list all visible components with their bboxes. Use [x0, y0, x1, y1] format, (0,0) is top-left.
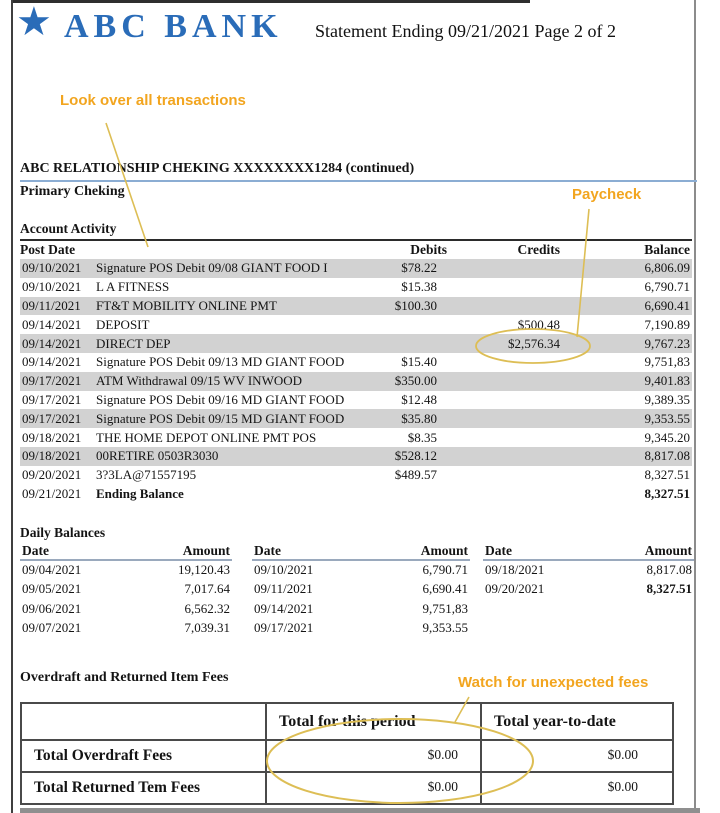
cell-amount: 7,039.31	[184, 620, 230, 636]
cell-date: 09/17/2021	[254, 620, 314, 636]
cell-amount: 7,017.64	[184, 581, 230, 597]
cell-post-date: 09/18/2021	[22, 429, 82, 445]
cell-balance: 8,327.51	[644, 467, 691, 483]
column-amount: Amount	[362, 542, 470, 560]
cell-debit: $78.22	[401, 260, 438, 276]
cell-date: 09/06/2021	[22, 600, 82, 616]
cell-debit: $100.30	[394, 297, 438, 313]
cell-post-date: 09/14/2021	[22, 335, 82, 351]
star-icon: ★	[16, 0, 52, 44]
list-item	[483, 560, 694, 580]
cell-date: 09/20/2021	[485, 581, 545, 597]
cell-description: ATM Withdrawal 09/15 WV INWOOD	[96, 373, 303, 389]
table-row	[20, 334, 692, 353]
table-row	[20, 259, 692, 278]
table-row	[20, 297, 692, 316]
cell-date: 09/14/2021	[254, 600, 314, 616]
account-heading-rule	[20, 180, 697, 182]
column-date: Date	[252, 542, 362, 560]
cell-balance: 6,690.41	[644, 297, 691, 313]
activity-header-row	[20, 240, 692, 259]
cell-description: Signature POS Debit 09/13 MD GIANT FOOD	[96, 354, 345, 370]
daily-balance-group	[483, 542, 694, 599]
cell-balance: 9,353.55	[644, 410, 691, 426]
column-date: Date	[483, 542, 593, 560]
cell-amount: 9,353.55	[422, 620, 468, 636]
cell-amount: 6,562.32	[184, 600, 230, 616]
fees-rows	[21, 740, 673, 804]
column-amount: Amount	[593, 542, 694, 560]
cell-post-date: 09/17/2021	[22, 391, 82, 407]
column-date: Date	[20, 542, 130, 560]
cell-balance: 7,190.89	[644, 316, 691, 332]
cell-description: 3?3LA@71557195	[96, 467, 197, 483]
column-total-ytd: Total year-to-date	[481, 703, 673, 740]
cell-debit: $489.57	[394, 467, 438, 483]
cell-post-date: 09/14/2021	[22, 316, 82, 332]
cell-debit: $8.35	[407, 429, 438, 445]
list-item	[20, 580, 232, 600]
cell-post-date: 09/20/2021	[22, 467, 82, 483]
cell-balance: 9,389.35	[644, 391, 691, 407]
annotation-fees-note: Watch for unexpected fees	[458, 674, 649, 691]
table-row	[20, 409, 692, 428]
cell-description: Signature POS Debit 09/16 MD GIANT FOOD	[96, 391, 345, 407]
cell-post-date: 09/21/2021	[22, 485, 82, 501]
cell-credit	[447, 466, 560, 485]
cell-credit	[447, 447, 560, 466]
cell-balance: 9,751,83	[644, 354, 691, 370]
cell-credit	[447, 353, 560, 372]
cell-post-date: 09/18/2021	[22, 448, 82, 464]
db-rows	[20, 560, 232, 638]
cell-debit: $12.48	[401, 391, 438, 407]
cell-date: 09/11/2021	[254, 581, 313, 597]
column-total-period: Total for this period	[266, 703, 481, 740]
cell-credit	[447, 259, 560, 278]
cell-date: 09/04/2021	[22, 562, 82, 578]
daily-balance-group	[252, 542, 470, 638]
cell-date: 09/10/2021	[254, 562, 314, 578]
cell-date: 09/07/2021	[22, 620, 82, 636]
cell-description: Signature POS Debit 09/08 GIANT FOOD I	[96, 260, 328, 276]
annotation-transactions-note: Look over all transactions	[60, 92, 246, 109]
cell-amount: 9,751,83	[422, 600, 468, 616]
cell-post-date: 09/11/2021	[22, 297, 81, 313]
cell-amount: 8,327.51	[646, 581, 692, 597]
daily-balance-group	[20, 542, 232, 638]
cell-balance: 9,401.83	[644, 373, 691, 389]
list-item	[20, 560, 232, 580]
page-border-bottom	[20, 808, 700, 813]
cell-fee-label: Total Returned Tem Fees	[21, 772, 266, 804]
table-row	[20, 466, 692, 485]
cell-debit: $528.12	[394, 448, 438, 464]
cell-post-date: 09/14/2021	[22, 354, 82, 370]
table-row	[20, 372, 692, 391]
fees-header-row	[21, 703, 673, 740]
list-item	[252, 599, 470, 619]
cell-description: DIRECT DEP	[96, 335, 171, 351]
table-row	[20, 447, 692, 466]
table-row	[20, 278, 692, 297]
table-row	[21, 740, 673, 772]
account-activity-title: Account Activity	[20, 221, 117, 236]
cell-amount: 19,120.43	[178, 562, 230, 578]
cell-balance: 6,790.71	[644, 279, 691, 295]
cell-fee-label: Total Overdraft Fees	[21, 740, 266, 772]
cell-credit	[447, 297, 560, 316]
cell-balance: 8,327.51	[644, 485, 691, 501]
cell-debit	[357, 485, 447, 504]
cell-description: DEPOSIT	[96, 316, 150, 332]
bank-name: ABC BANK	[64, 8, 283, 45]
fees-corner-cell	[21, 703, 266, 740]
cell-debit: $350.00	[394, 373, 438, 389]
list-item	[20, 599, 232, 619]
cell-balance: 8,817.08	[644, 448, 691, 464]
table-row	[21, 772, 673, 804]
table-row	[20, 391, 692, 410]
column-post-date: Post Date	[20, 242, 76, 257]
list-item	[252, 580, 470, 600]
column-balance: Balance	[644, 242, 691, 257]
cell-post-date: 09/17/2021	[22, 373, 82, 389]
list-item	[483, 580, 694, 600]
cell-balance: 9,767.23	[644, 335, 691, 351]
cell-credit	[447, 409, 560, 428]
cell-amount: 6,790.71	[422, 562, 468, 578]
cell-credit	[447, 372, 560, 391]
page-border-right	[694, 0, 696, 813]
cell-date: 09/05/2021	[22, 581, 82, 597]
account-activity-table	[20, 239, 692, 503]
cell-fee-period: $0.00	[266, 740, 481, 772]
cell-credit	[447, 428, 560, 447]
cell-description: THE HOME DEPOT ONLINE PMT POS	[96, 429, 317, 445]
statement-ending-line: Statement Ending 09/21/2021 Page 2 of 2	[315, 21, 616, 41]
cell-balance: 9,345.20	[644, 429, 691, 445]
annotation-paycheck-note: Paycheck	[572, 186, 642, 203]
cell-fee-ytd: $0.00	[481, 772, 673, 804]
cell-credit	[447, 391, 560, 410]
cell-credit: $2,576.34	[508, 335, 561, 351]
cell-fee-period: $0.00	[266, 772, 481, 804]
page-border-top	[13, 0, 530, 3]
table-row	[20, 485, 692, 504]
list-item	[20, 619, 232, 639]
column-credits: Credits	[517, 242, 561, 257]
page-border-left	[11, 0, 13, 813]
table-row	[20, 353, 692, 372]
cell-description: FT&T MOBILITY ONLINE PMT	[96, 297, 277, 313]
db-rows	[252, 560, 470, 638]
fees-table	[20, 702, 674, 805]
db-rows	[483, 560, 694, 599]
list-item	[252, 560, 470, 580]
cell-debit: $35.80	[401, 410, 438, 426]
cell-debit	[357, 315, 447, 334]
cell-debit: $15.40	[401, 354, 438, 370]
cell-description: 00RETIRE 0503R3030	[96, 448, 219, 464]
cell-amount: 8,817.08	[646, 562, 692, 578]
fees-section-title: Overdraft and Returned Item Fees	[20, 670, 229, 685]
list-item	[252, 619, 470, 639]
cell-balance: 6,806.09	[644, 260, 691, 276]
cell-post-date: 09/17/2021	[22, 410, 82, 426]
cell-credit: $500.48	[517, 316, 561, 332]
account-heading: ABC RELATIONSHIP CHEKING XXXXXXXX1284 (continued)	[20, 161, 415, 176]
account-subheading: Primary Cheking	[20, 184, 125, 199]
cell-debit	[357, 334, 447, 353]
cell-post-date: 09/10/2021	[22, 260, 82, 276]
cell-fee-ytd: $0.00	[481, 740, 673, 772]
cell-description: Signature POS Debit 09/15 MD GIANT FOOD	[96, 410, 345, 426]
daily-balances-title: Daily Balances	[20, 525, 106, 540]
column-amount: Amount	[130, 542, 232, 560]
table-row	[20, 428, 692, 447]
activity-rows	[20, 259, 692, 503]
cell-debit: $15.38	[401, 279, 438, 295]
cell-description: L A FITNESS	[96, 279, 170, 295]
cell-description: Ending Balance	[96, 485, 184, 501]
cell-date: 09/18/2021	[485, 562, 545, 578]
table-row	[20, 315, 692, 334]
cell-credit	[447, 278, 560, 297]
column-debits: Debits	[410, 242, 448, 257]
cell-amount: 6,690.41	[422, 581, 468, 597]
cell-credit	[447, 485, 560, 504]
cell-post-date: 09/10/2021	[22, 279, 82, 295]
